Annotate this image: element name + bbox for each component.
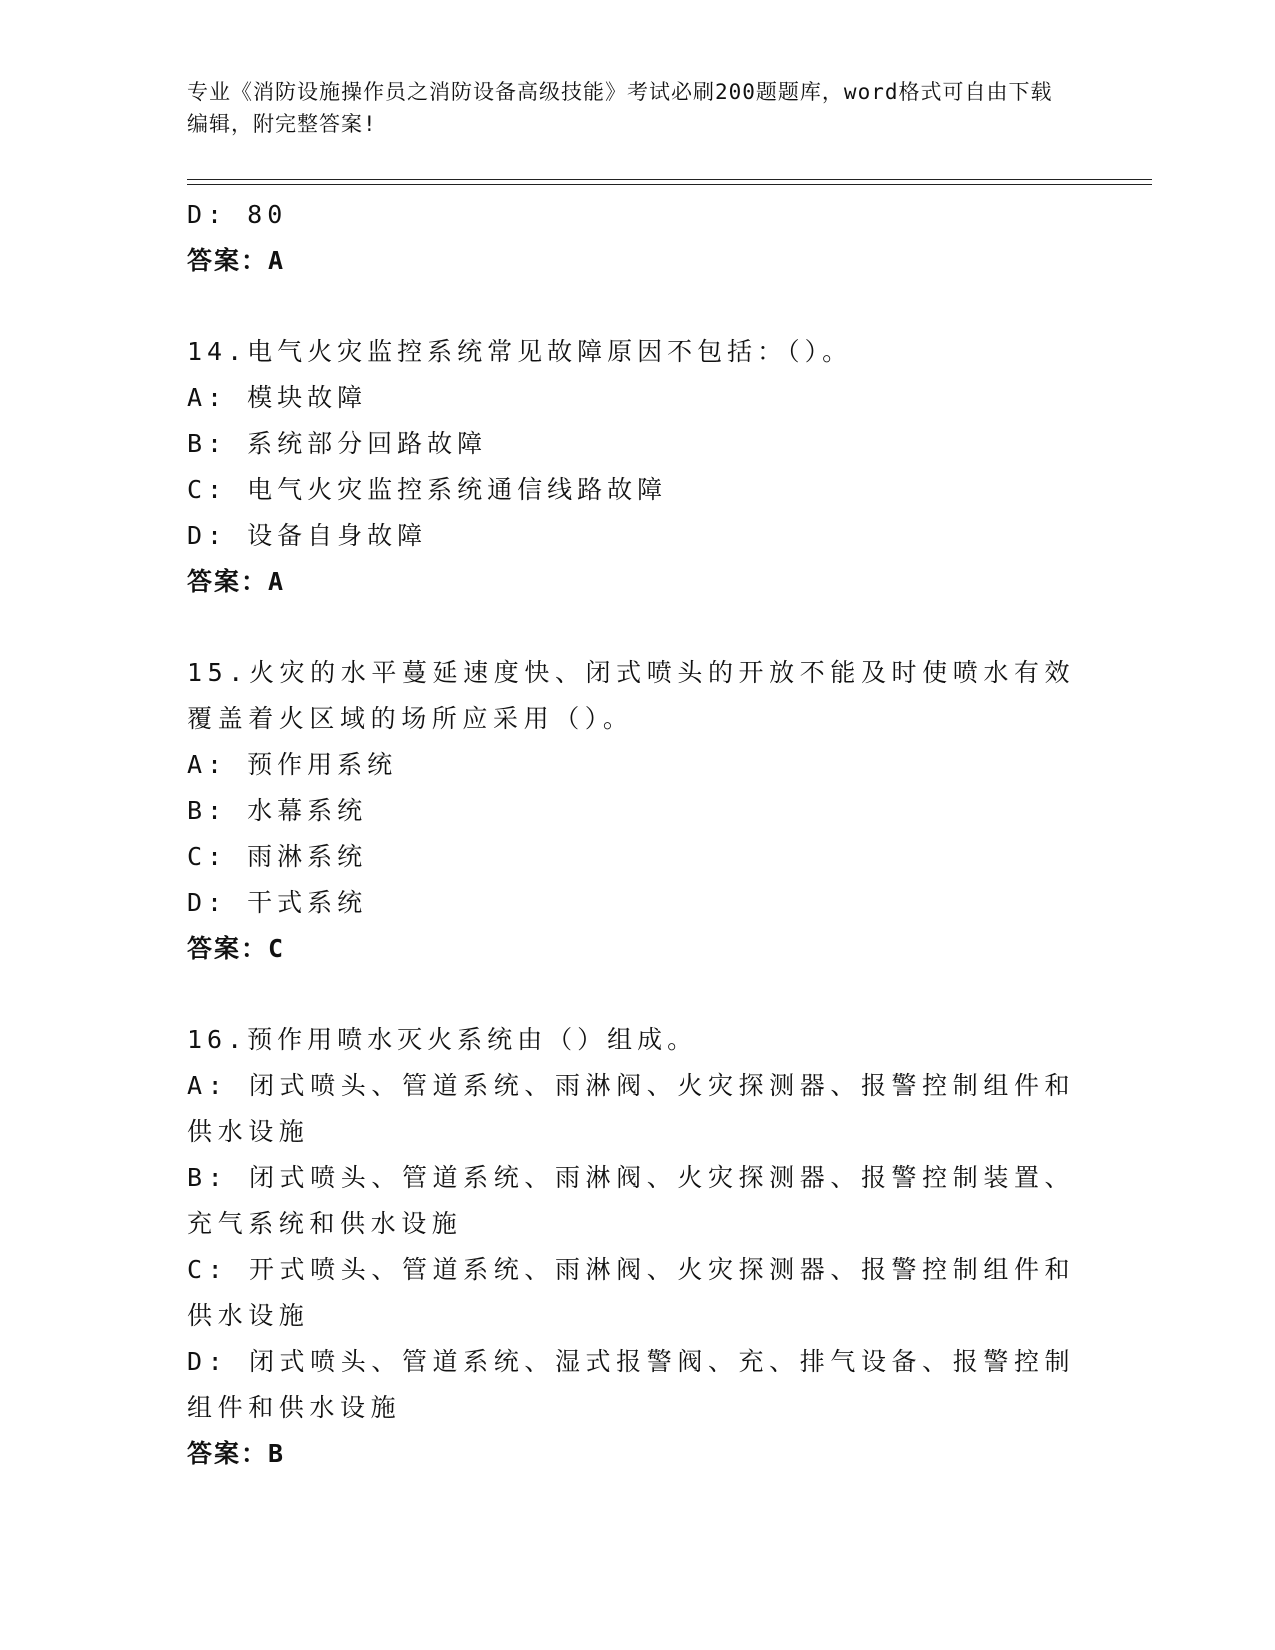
prev-answer: 答案：A <box>187 246 286 275</box>
question-content <box>187 192 1087 1477</box>
question-15 <box>187 650 1087 972</box>
option-b: B: 系统部分回路故障 <box>187 429 488 458</box>
header-divider-top <box>187 179 1152 180</box>
option-a: A: 模块故障 <box>187 383 368 412</box>
question-stem: 15.火灾的水平蔓延速度快、闭式喷头的开放不能及时使喷水有效覆盖着火区域的场所应采用（）。 <box>187 658 1076 733</box>
option-a: A: 预作用系统 <box>187 750 398 779</box>
question-stem: 14.电气火灾监控系统常见故障原因不包括：（）。 <box>187 337 853 366</box>
answer: 答案：A <box>187 567 286 596</box>
option-b: B: 水幕系统 <box>187 796 368 825</box>
option-d: D: 干式系统 <box>187 888 368 917</box>
question-14 <box>187 329 1087 605</box>
option-a: A: 闭式喷头、管道系统、雨淋阀、火灾探测器、报警控制组件和供水设施 <box>187 1071 1076 1146</box>
document-header: 专业《消防设施操作员之消防设备高级技能》考试必刷200题题库，word格式可自由下载编辑，附完整答案! <box>187 80 1053 136</box>
question-16 <box>187 1017 1087 1477</box>
option-c: C: 开式喷头、管道系统、雨淋阀、火灾探测器、报警控制组件和供水设施 <box>187 1255 1076 1330</box>
answer: 答案：C <box>187 934 286 963</box>
option-b: B: 闭式喷头、管道系统、雨淋阀、火灾探测器、报警控制装置、充气系统和供水设施 <box>187 1163 1076 1238</box>
option-c: C: 雨淋系统 <box>187 842 368 871</box>
option-c: C: 电气火灾监控系统通信线路故障 <box>187 475 668 504</box>
prev-option-d: D: 80 <box>187 200 288 229</box>
option-d: D: 闭式喷头、管道系统、湿式报警阀、充、排气设备、报警控制组件和供水设施 <box>187 1347 1076 1422</box>
header-divider-bottom <box>187 184 1152 185</box>
question-stem: 16.预作用喷水灭火系统由（）组成。 <box>187 1025 698 1054</box>
option-d: D: 设备自身故障 <box>187 521 428 550</box>
answer: 答案：B <box>187 1439 286 1468</box>
